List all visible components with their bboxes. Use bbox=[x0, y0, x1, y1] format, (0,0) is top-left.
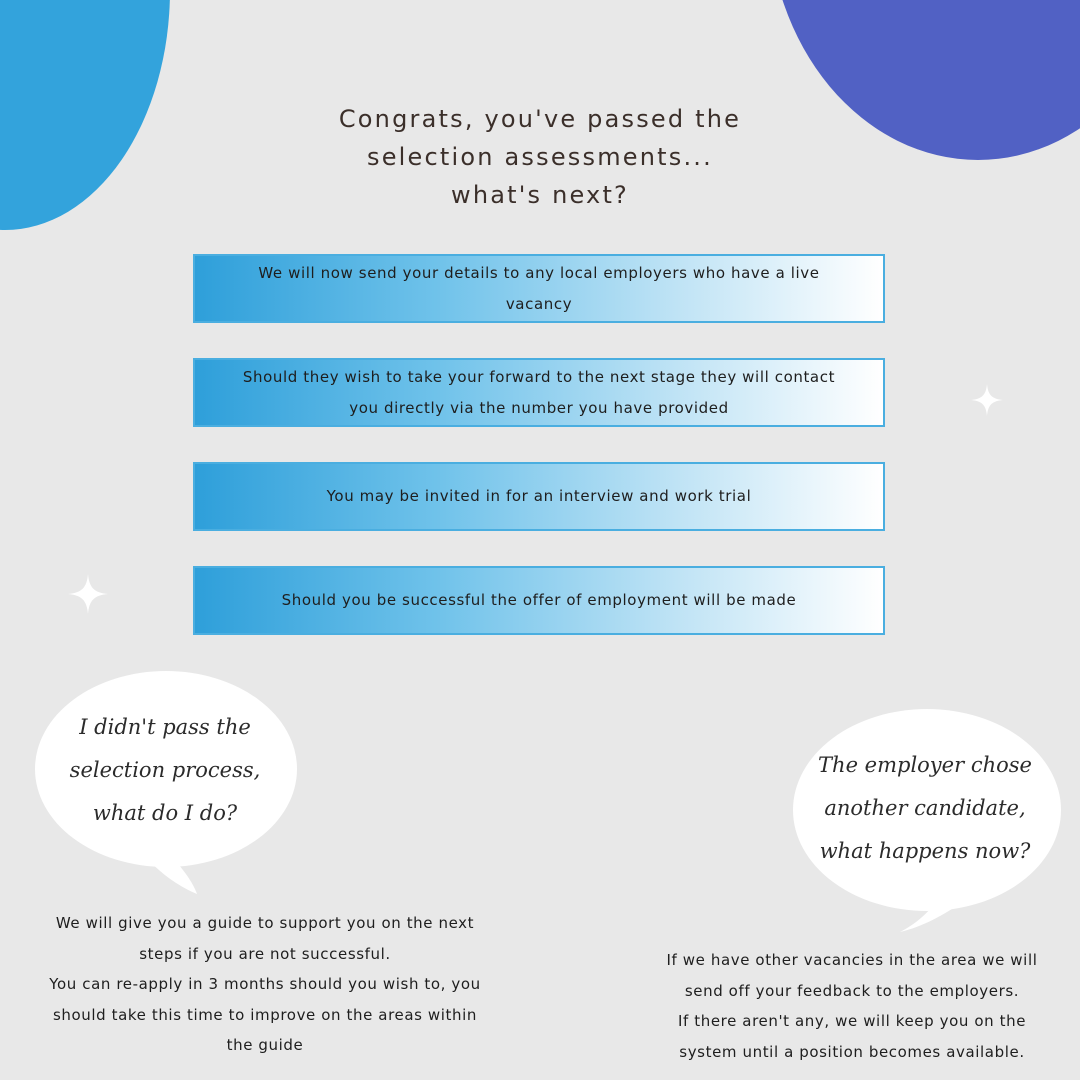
step-text: Should they wish to take your forward to the next stage they will contact you directly via the number you have provided bbox=[242, 367, 836, 417]
step-3-box bbox=[193, 462, 885, 531]
sparkle-icon bbox=[971, 384, 1003, 416]
answer-line: send off your feedback to the employers. bbox=[684, 981, 1020, 1000]
question-line: selection process, bbox=[69, 758, 261, 782]
step-2-box bbox=[193, 358, 885, 427]
answer-other-candidate bbox=[612, 945, 1080, 1067]
answer-line: If there aren't any, we will keep you on the bbox=[677, 1012, 1027, 1030]
question-not-passed bbox=[40, 706, 290, 835]
answer-line: steps if you are not successful. bbox=[139, 944, 391, 963]
question-line: what do I do? bbox=[92, 801, 238, 825]
sparkle-icon bbox=[68, 574, 108, 614]
answer-line: the guide bbox=[226, 1036, 304, 1054]
title-line: what's next? bbox=[451, 181, 629, 209]
answer-not-passed bbox=[0, 908, 530, 1061]
answer-line: We will give you a guide to support you on the next bbox=[55, 914, 475, 932]
page-title bbox=[240, 100, 840, 214]
answer-line: You can re-apply in 3 months should you wish to, you bbox=[49, 975, 481, 993]
step-4-box bbox=[193, 566, 885, 635]
question-other-candidate bbox=[800, 744, 1050, 873]
step-text: We will now send your details to any local employers who have a live vacancy bbox=[258, 263, 820, 313]
question-line: another candidate, bbox=[824, 796, 1026, 820]
question-line: The employer chose bbox=[818, 753, 1032, 777]
question-line: I didn't pass the bbox=[79, 715, 251, 739]
answer-line: If we have other vacancies in the area we will bbox=[666, 951, 1038, 969]
decorative-blob-left bbox=[0, 0, 170, 230]
step-text: Should you be successful the offer of employment will be made bbox=[281, 591, 797, 609]
step-text: You may be invited in for an interview and work trial bbox=[326, 487, 752, 505]
title-line: selection assessments... bbox=[367, 143, 713, 171]
answer-line: system until a position becomes available. bbox=[679, 1042, 1025, 1061]
answer-line: should take this time to improve on the areas within bbox=[52, 1005, 478, 1024]
question-line: what happens now? bbox=[819, 839, 1031, 863]
title-line: Congrats, you've passed the bbox=[338, 105, 742, 133]
step-1-box bbox=[193, 254, 885, 323]
